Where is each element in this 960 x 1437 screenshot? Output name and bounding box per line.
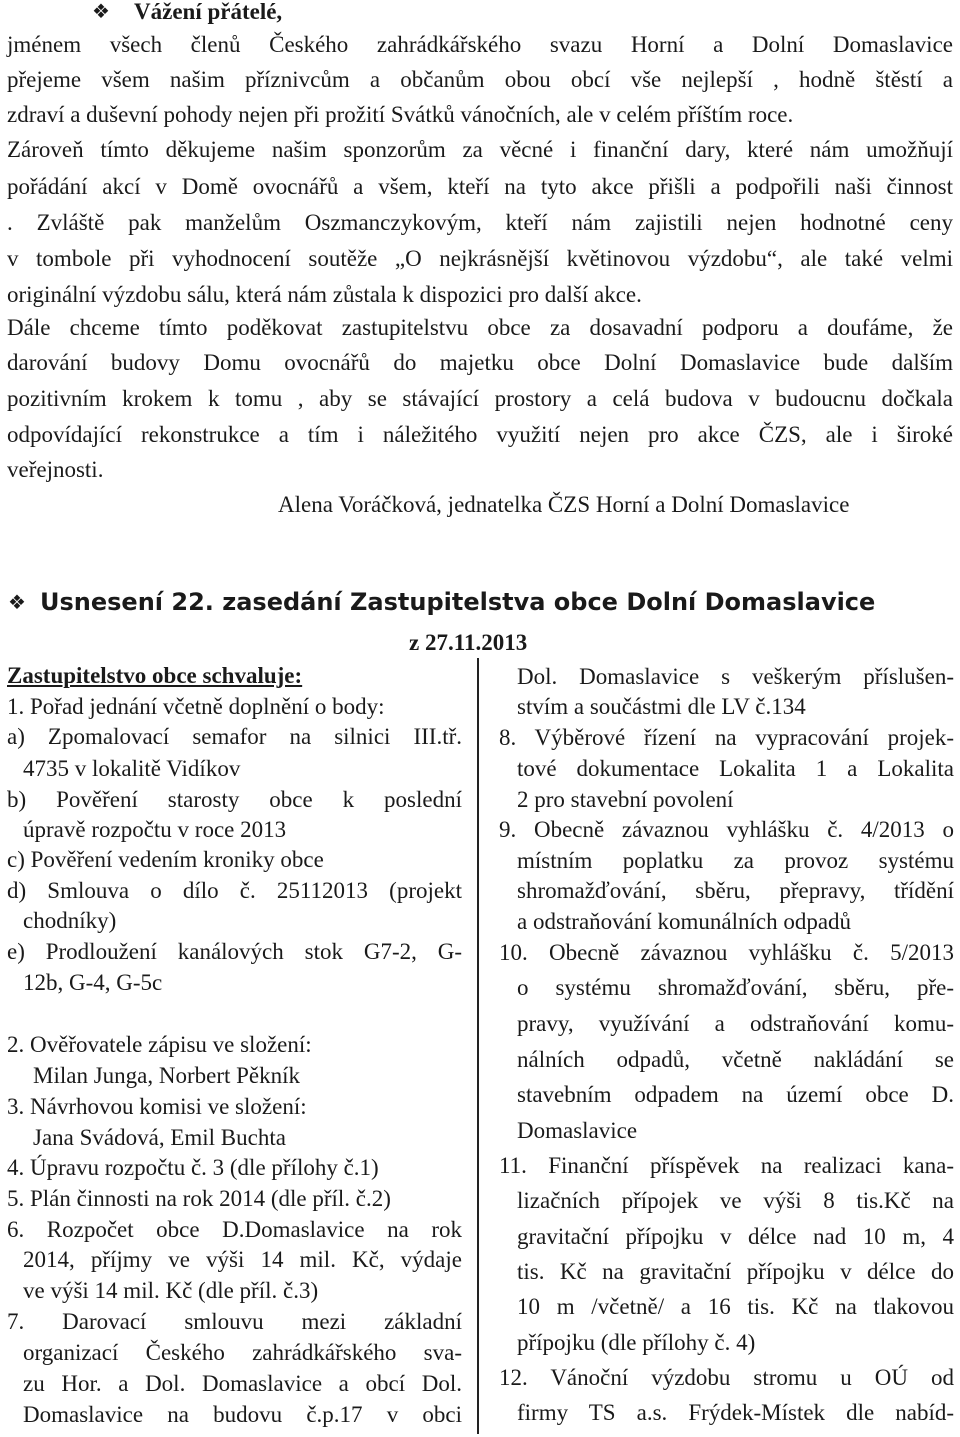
list-item: úpravě rozpočtu v roce 2013 (23, 817, 287, 842)
list-item: 8. Výběrové řízení na vypracování projek- (499, 725, 954, 750)
list-item: a) Zpomalovací semafor na silnici III.tř. (7, 724, 462, 749)
list-item: 2014, příjmy ve výši 14 mil. Kč, výdaje (23, 1247, 462, 1272)
list-item: stvím a součástmi dle LV č.134 (517, 694, 806, 719)
letter-line: zdraví a duševní pohody nejen při prožití Svátků vánočních, ale v celém příštím roce. (7, 102, 794, 127)
list-item: tis. Kč na gravitační přípojku v délce do (517, 1259, 954, 1284)
letter-line: jménem všech členů Českého zahrádkářského svazu Horní a Dolní Domaslavice (7, 32, 953, 57)
list-item: o systému shromažďování, sběru, pře- (517, 975, 954, 1000)
letter-line: odpovídající rekonstrukce a tím i náležitého využití nejen pro akce ČZS, ale i široké (7, 422, 953, 447)
list-item: 7. Darovací smlouvu mezi základní (7, 1309, 462, 1334)
resolution-title: Usnesení 22. zasedání Zastupitelstva obce Dolní Domaslavice (40, 588, 876, 616)
list-item: lizačních přípojek ve výši 8 tis.Kč na (517, 1188, 954, 1213)
list-item: Dol. Domaslavice s veškerým příslušen- (517, 664, 954, 689)
list-item: e) Prodloužení kanálových stok G7-2, G- (7, 939, 462, 964)
list-item: přípojku (dle přílohy č. 4) (517, 1330, 756, 1355)
list-item: 4. Úpravu rozpočtu č. 3 (dle přílohy č.1) (7, 1155, 379, 1180)
list-item: d) Smlouva o dílo č. 25112013 (projekt (7, 878, 462, 903)
list-item: tové dokumentace Lokalita 1 a Lokalita (517, 756, 954, 781)
list-item: chodníky) (23, 908, 117, 933)
list-item: Milan Junga, Norbert Pěkník (33, 1063, 301, 1088)
list-item: zu Hor. a Dol. Domaslavice a obcí Dol. (23, 1371, 462, 1396)
list-item: ve výši 14 mil. Kč (dle příl. č.3) (23, 1278, 319, 1303)
letter-line: v tombole při vyhodnocení soutěže „O nejkrásnější květinovou výzdobu“, ale také velmi (7, 246, 953, 271)
letter-line: . Zvláště pak manželům Oszmanczykovým, kteří nám zajistili nejen hodnotné ceny (7, 210, 953, 235)
resolution-date: z 27.11.2013 (409, 630, 528, 655)
list-item: organizací Českého zahrádkářského sva- (23, 1340, 462, 1365)
letter-line: Dále chceme tímto poděkovat zastupitelstvu obce za dosavadní podporu a doufáme, že (7, 315, 953, 340)
letter-line: přejeme všem našim příznivcům a občanům obou obcí vše nejlepší , hodně štěstí a (7, 67, 953, 92)
list-item: 5. Plán činnosti na rok 2014 (dle příl. č.2) (7, 1186, 391, 1211)
list-item: 12b, G-4, G-5c (23, 970, 163, 995)
letter-line: pozitivním krokem k tomu , aby se stávající prostory a celá budova v budoucnu dočkala (7, 386, 953, 411)
list-item: 11. Finanční příspěvek na realizaci kana- (499, 1153, 954, 1178)
list-item: a odstraňování komunálních odpadů (517, 909, 852, 934)
list-item: b) Pověření starosty obce k poslední (7, 787, 462, 812)
list-item: 10. Obecně závaznou vyhlášku č. 5/2013 (499, 940, 954, 965)
list-item: 6. Rozpočet obce D.Domaslavice na rok (7, 1217, 462, 1242)
list-item: 9. Obecně závaznou vyhlášku č. 4/2013 o (499, 817, 954, 842)
letter-line: darování budovy Domu ovocnářů do majetku obce Dolní Domaslavice bude dalším (7, 350, 953, 375)
list-item: místním poplatku za provoz systému (517, 848, 954, 873)
list-item: shromažďování, sběru, přepravy, třídění (517, 878, 954, 903)
greeting: Vážení přátelé, (134, 0, 283, 24)
list-item: nálních odpadů, včetně nakládání se (517, 1047, 954, 1072)
list-item: 1. Pořad jednání včetně doplnění o body: (7, 694, 385, 719)
diamond-bullet-icon: ❖ (8, 592, 26, 614)
list-item: c) Pověření vedením kroniky obce (7, 847, 324, 872)
section-heading: Zastupitelstvo obce schvaluje: (7, 663, 303, 688)
letter-line: pořádání akcí v Domě ovocnářů a všem, kteří na tyto akce přišli a podpořili naši činnost (7, 174, 953, 199)
letter-line: veřejnosti. (7, 457, 104, 482)
list-item: 10 m /včetně/ a 16 tis. Kč na tlakovou (517, 1294, 954, 1319)
list-item: pravy, využívání a odstraňování komu- (517, 1011, 954, 1036)
list-item: 2. Ověřovatele zápisu ve složení: (7, 1032, 312, 1057)
list-item: 12. Vánoční výzdobu stromu u OÚ od (499, 1365, 954, 1390)
list-item: Jana Svádová, Emil Buchta (33, 1125, 286, 1150)
signature: Alena Voráčková, jednatelka ČZS Horní a Dolní Domaslavice (278, 492, 850, 517)
list-item: 3. Návrhovou komisi ve složení: (7, 1094, 307, 1119)
list-item: Domaslavice na budovu č.p.17 v obci (23, 1402, 462, 1427)
column-divider (477, 658, 479, 1434)
list-item: gravitační přípojku v délce nad 10 m, 4 (517, 1224, 954, 1249)
diamond-bullet-icon: ❖ (92, 1, 110, 23)
list-item: 2 pro stavební povolení (517, 787, 734, 812)
list-item: firmy TS a.s. Frýdek-Místek dle nabíd- (517, 1400, 954, 1425)
list-item: 4735 v lokalitě Vidíkov (23, 756, 241, 781)
list-item: Domaslavice (517, 1118, 638, 1143)
letter-line: Zároveň tímto děkujeme našim sponzorům za věcné i finanční dary, které nám umožňují (7, 137, 953, 162)
list-item: stavebním odpadem na území obce D. (517, 1082, 954, 1107)
letter-line: originální výzdobu sálu, která nám zůstala k dispozici pro další akce. (7, 282, 642, 307)
